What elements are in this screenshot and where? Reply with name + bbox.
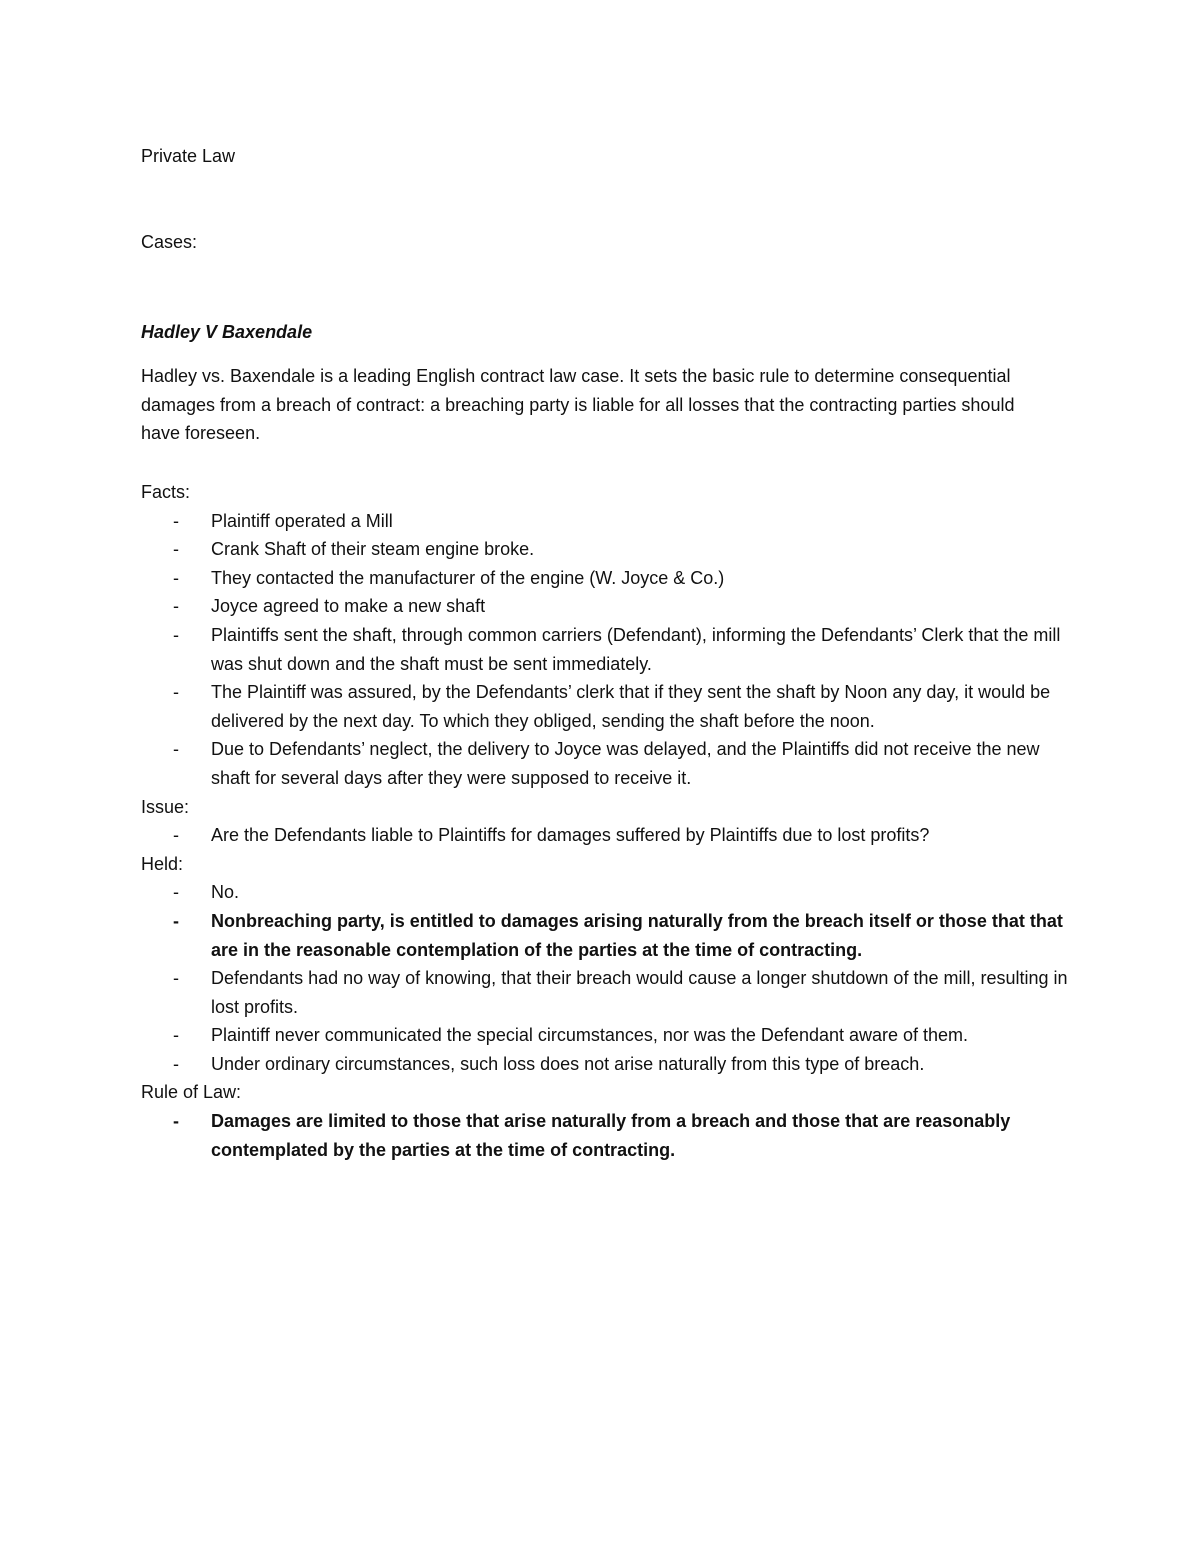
rule-of-law-label: Rule of Law: [141, 1082, 242, 1103]
list-item [141, 1050, 1071, 1079]
cases-label: Cases: [141, 232, 198, 252]
list-item-text: Plaintiffs sent the shaft, through common carriers (Defendant), informing the Defendants’ Clerk that the mill was shut down and the shaft must be sent immediately. [211, 624, 1061, 674]
list-item-text: Due to Defendants’ neglect, the delivery to Joyce was delayed, and the Plaintiffs did not receive the new shaft for several days after they were supposed to receive it. [211, 739, 1040, 788]
list-item [141, 735, 1071, 792]
dash-bullet: - [173, 596, 179, 617]
list-item [141, 678, 1071, 735]
list-item [141, 964, 1071, 1021]
dash-bullet: - [173, 1025, 179, 1046]
list-item [141, 1021, 1071, 1050]
list-item-text: Nonbreaching party, is entitled to damages arising naturally from the breach itself or those that that are in the reasonable contemplation of the parties at the time of contracting. [211, 910, 1063, 960]
case-intro: Hadley vs. Baxendale is a leading English contract law case. It sets the basic rule to determine consequential damages from a breach of contract: a breaching party is liable for all losses that the contracting parties should have foreseen. [141, 366, 1015, 444]
dash-bullet: - [173, 1053, 179, 1074]
facts-list [141, 507, 1071, 793]
list-item [141, 592, 1071, 621]
document-title: Private Law [141, 146, 236, 166]
case-title: Hadley V Baxendale [141, 322, 313, 342]
dash-bullet: - [173, 910, 179, 931]
list-item [141, 621, 1071, 678]
list-item-text: Crank Shaft of their steam engine broke. [211, 539, 535, 560]
dash-bullet: - [173, 825, 179, 846]
dash-bullet: - [173, 882, 179, 903]
list-item [141, 564, 1071, 593]
issue-list [141, 821, 1071, 850]
list-item [141, 821, 1071, 850]
case-body [141, 478, 1071, 1164]
list-item-bold [141, 1107, 1071, 1164]
list-item-text: The Plaintiff was assured, by the Defendants’ clerk that if they sent the shaft by Noon any day, it would be delivered by the next day. To which they obliged, sending the shaft before the noon. [211, 682, 1051, 731]
list-item-text: Are the Defendants liable to Plaintiffs for damages suffered by Plaintiffs due to lost profits? [211, 825, 930, 846]
list-item-text: Joyce agreed to make a new shaft [211, 596, 486, 617]
dash-bullet: - [173, 1111, 179, 1132]
list-item [141, 878, 1071, 907]
facts-label: Facts: [141, 482, 191, 502]
issue-label: Issue: [141, 796, 190, 817]
list-item-bold [141, 907, 1071, 964]
list-item-text: Defendants had no way of knowing, that their breach would cause a longer shutdown of the mill, resulting in lost profits. [211, 968, 1068, 1017]
dash-bullet: - [173, 968, 179, 989]
dash-bullet: - [173, 510, 179, 531]
held-list [141, 878, 1071, 1078]
dash-bullet: - [173, 739, 179, 760]
dash-bullet: - [173, 624, 179, 645]
list-item-text: They contacted the manufacturer of the engine (W. Joyce & Co.) [211, 567, 725, 588]
list-item-text: Under ordinary circumstances, such loss does not arise naturally from this type of breach. [211, 1053, 925, 1074]
list-item-text: Plaintiff never communicated the special circumstances, nor was the Defendant aware of them. [211, 1025, 969, 1046]
dash-bullet: - [173, 682, 179, 703]
list-item-text: No. [211, 882, 240, 903]
dash-bullet: - [173, 567, 179, 588]
list-item [141, 507, 1071, 536]
dash-bullet: - [173, 539, 179, 560]
rule-of-law-list [141, 1107, 1071, 1164]
list-item [141, 535, 1071, 564]
list-item-text: Damages are limited to those that arise naturally from a breach and those that are reasonably contemplated by the parties at the time of contracting. [211, 1111, 1011, 1160]
held-label: Held: [141, 853, 184, 874]
list-item-text: Plaintiff operated a Mill [211, 510, 393, 531]
